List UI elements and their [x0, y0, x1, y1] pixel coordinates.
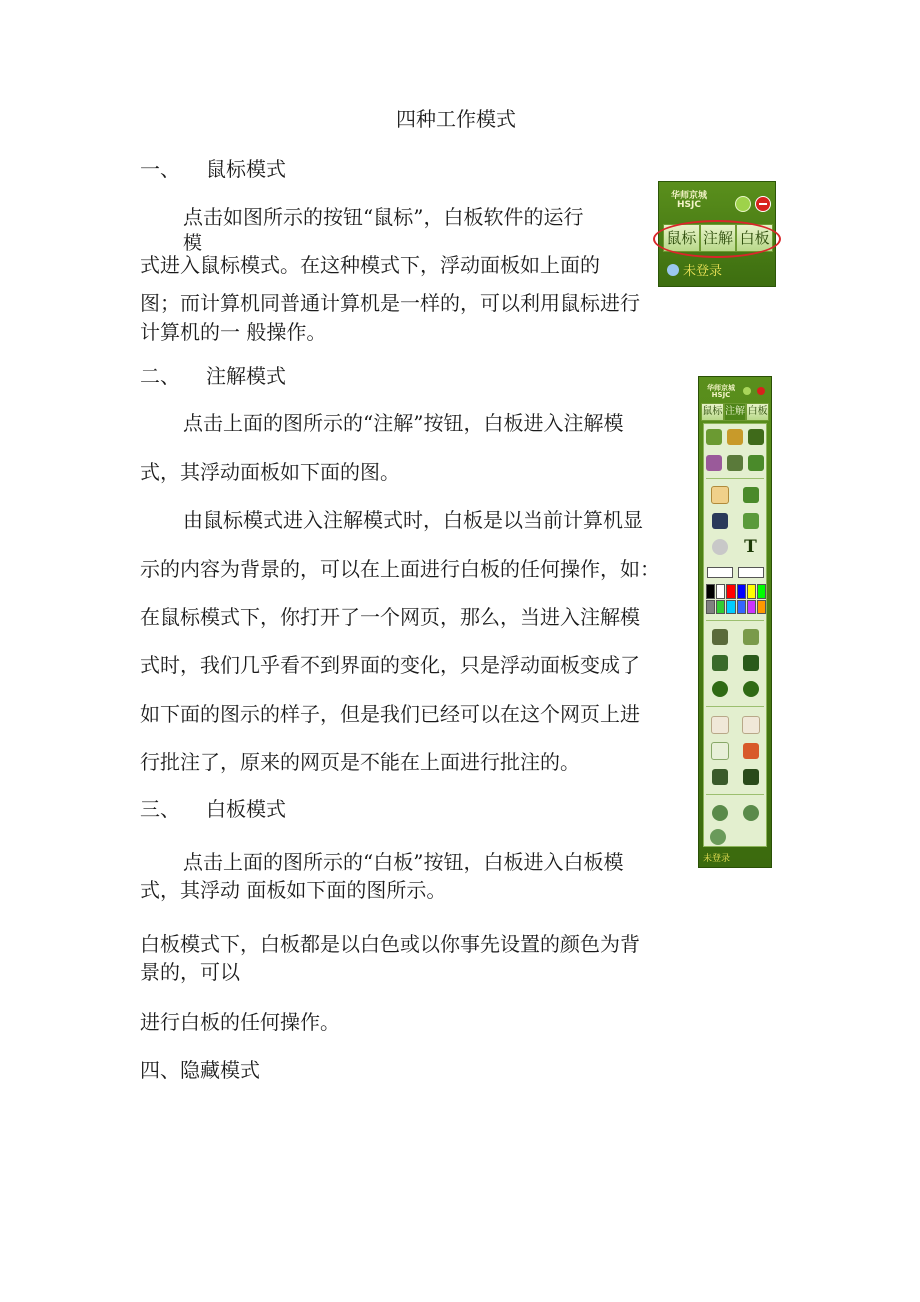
line-type-select[interactable]	[707, 567, 733, 578]
whiteboard-mode-button[interactable]: 白板	[736, 224, 773, 252]
cloud-lock-icon[interactable]	[710, 829, 726, 845]
mode-buttons	[701, 403, 769, 421]
highlight-circle	[653, 220, 781, 258]
section-number: 一、	[140, 157, 180, 181]
gear-icon[interactable]	[748, 455, 764, 471]
marker-icon[interactable]	[743, 513, 759, 529]
color-swatch[interactable]	[706, 600, 715, 615]
pen-icon[interactable]	[712, 513, 728, 529]
page-title: 四种工作模式	[396, 107, 516, 131]
color-swatch[interactable]	[757, 600, 766, 615]
paragraph-line: 白板模式下，白板都是以白色或以你事先设置的颜色为背	[140, 932, 640, 956]
paragraph-line: 在鼠标模式下，你打开了一个网页，那么，当进入注解模	[140, 605, 640, 629]
info-icon[interactable]	[735, 196, 751, 212]
section-title: 注解模式	[206, 364, 286, 388]
paragraph-line: 点击如图所示的按钮“鼠标”，白板软件的运行	[183, 205, 584, 229]
section-heading-whiteboard	[140, 797, 286, 821]
paragraph-line: 图；而计算机同普通计算机是一样的，可以利用鼠标进行	[140, 291, 640, 315]
board-icon[interactable]	[748, 429, 764, 445]
paragraph-line: 行批注了，原来的网页是不能在上面进行批注的。	[140, 750, 580, 774]
color-swatch[interactable]	[747, 600, 756, 615]
delete-page-icon[interactable]	[743, 743, 759, 759]
paragraph-line: 如下面的图示的样子，但是我们已经可以在这个网页上进	[140, 702, 640, 726]
paragraph-line: 点击上面的图所示的“白板”按钮，白板进入白板模	[183, 850, 624, 874]
pointer-icon[interactable]	[743, 769, 759, 785]
color-swatch[interactable]	[737, 600, 746, 615]
paragraph-line: 示的内容为背景的，可以在上面进行白板的任何操作，如：	[140, 557, 660, 581]
mouse-mode-button[interactable]: 鼠标	[701, 403, 724, 421]
cloud-upload-icon[interactable]	[712, 805, 728, 821]
redo-icon[interactable]	[743, 681, 759, 697]
section-heading-annotation	[140, 364, 286, 388]
login-status-label: 未登录	[703, 854, 731, 864]
color-swatch[interactable]	[726, 600, 735, 615]
close-icon[interactable]	[755, 196, 771, 212]
whiteboard-mode-button[interactable]: 白板	[746, 403, 769, 421]
brush-cup-icon[interactable]	[706, 455, 722, 471]
line-width-select[interactable]	[738, 567, 764, 578]
paragraph-line: 进行白板的任何操作。	[140, 1010, 340, 1034]
undo-icon[interactable]	[712, 681, 728, 697]
login-status-label: 未登录	[683, 264, 723, 279]
paragraph-line: 由鼠标模式进入注解模式时，白板是以当前计算机显	[183, 508, 643, 532]
image-icon[interactable]	[712, 655, 728, 671]
paragraph-line: 计算机的一 般操作。	[140, 320, 327, 344]
recorder-icon[interactable]	[712, 769, 728, 785]
mouse-mode-button[interactable]: 鼠标	[663, 224, 700, 252]
brush-icon[interactable]	[743, 487, 759, 503]
hsjc-logo: 华师京城 HSJC	[707, 384, 735, 399]
paragraph-line: 式，其浮动面板如下面的图。	[140, 460, 400, 484]
close-icon[interactable]	[757, 387, 765, 395]
eraser-icon[interactable]	[712, 539, 728, 555]
fullscreen-icon[interactable]	[743, 655, 759, 671]
user-icon	[667, 264, 679, 276]
section-number: 三、	[140, 797, 180, 821]
color-swatch[interactable]	[726, 584, 735, 599]
paragraph-line: 点击上面的图所示的“注解”按钮，白板进入注解模	[183, 411, 624, 435]
line-style-selectors	[704, 564, 766, 580]
color-swatch[interactable]	[716, 584, 725, 599]
floating-panel-annotation-mode	[698, 376, 772, 868]
page-down-icon[interactable]	[742, 716, 760, 734]
paragraph-line: 模	[183, 232, 203, 254]
paragraph-line: 式，其浮动 面板如下面的图所示。	[140, 878, 447, 902]
color-swatch[interactable]	[706, 584, 715, 599]
info-icon[interactable]	[743, 387, 751, 395]
folder-icon[interactable]	[727, 429, 743, 445]
text-tool-icon[interactable]: T	[744, 537, 757, 557]
color-swatch[interactable]	[747, 584, 756, 599]
page-up-icon[interactable]	[711, 716, 729, 734]
section-title: 白板模式	[206, 797, 286, 821]
hsjc-logo: 华师京城 HSJC	[670, 191, 707, 210]
color-swatch[interactable]	[757, 584, 766, 599]
paragraph-line: 式时，我们几乎看不到界面的变化，只是浮动面板变成了	[140, 653, 640, 677]
color-swatch[interactable]	[737, 584, 746, 599]
color-palette	[706, 584, 766, 614]
cloud-open-icon[interactable]	[706, 429, 722, 445]
color-swatch[interactable]	[716, 600, 725, 615]
section-heading-mouse	[140, 157, 286, 181]
pencil-icon[interactable]	[711, 486, 729, 504]
section-number: 二、	[140, 364, 180, 388]
paragraph-line: 景的，可以	[140, 960, 240, 984]
floating-panel-mouse-mode	[658, 181, 776, 287]
text-format-icon[interactable]	[712, 629, 728, 645]
cloud-download-icon[interactable]	[743, 805, 759, 821]
section-heading-hidden: 四、隐藏模式	[140, 1058, 260, 1082]
login-status[interactable]	[667, 260, 722, 279]
add-page-icon[interactable]	[711, 742, 729, 760]
annotation-mode-button[interactable]: 注解	[700, 224, 737, 252]
ruler-icon[interactable]	[743, 629, 759, 645]
camera-icon[interactable]	[727, 455, 743, 471]
paragraph-line: 式进入鼠标模式。在这种模式下，浮动面板如上面的	[140, 253, 600, 277]
tool-area	[703, 423, 767, 847]
login-status[interactable]	[703, 851, 730, 864]
section-title: 鼠标模式	[206, 157, 286, 181]
annotation-mode-button[interactable]: 注解	[724, 403, 747, 421]
